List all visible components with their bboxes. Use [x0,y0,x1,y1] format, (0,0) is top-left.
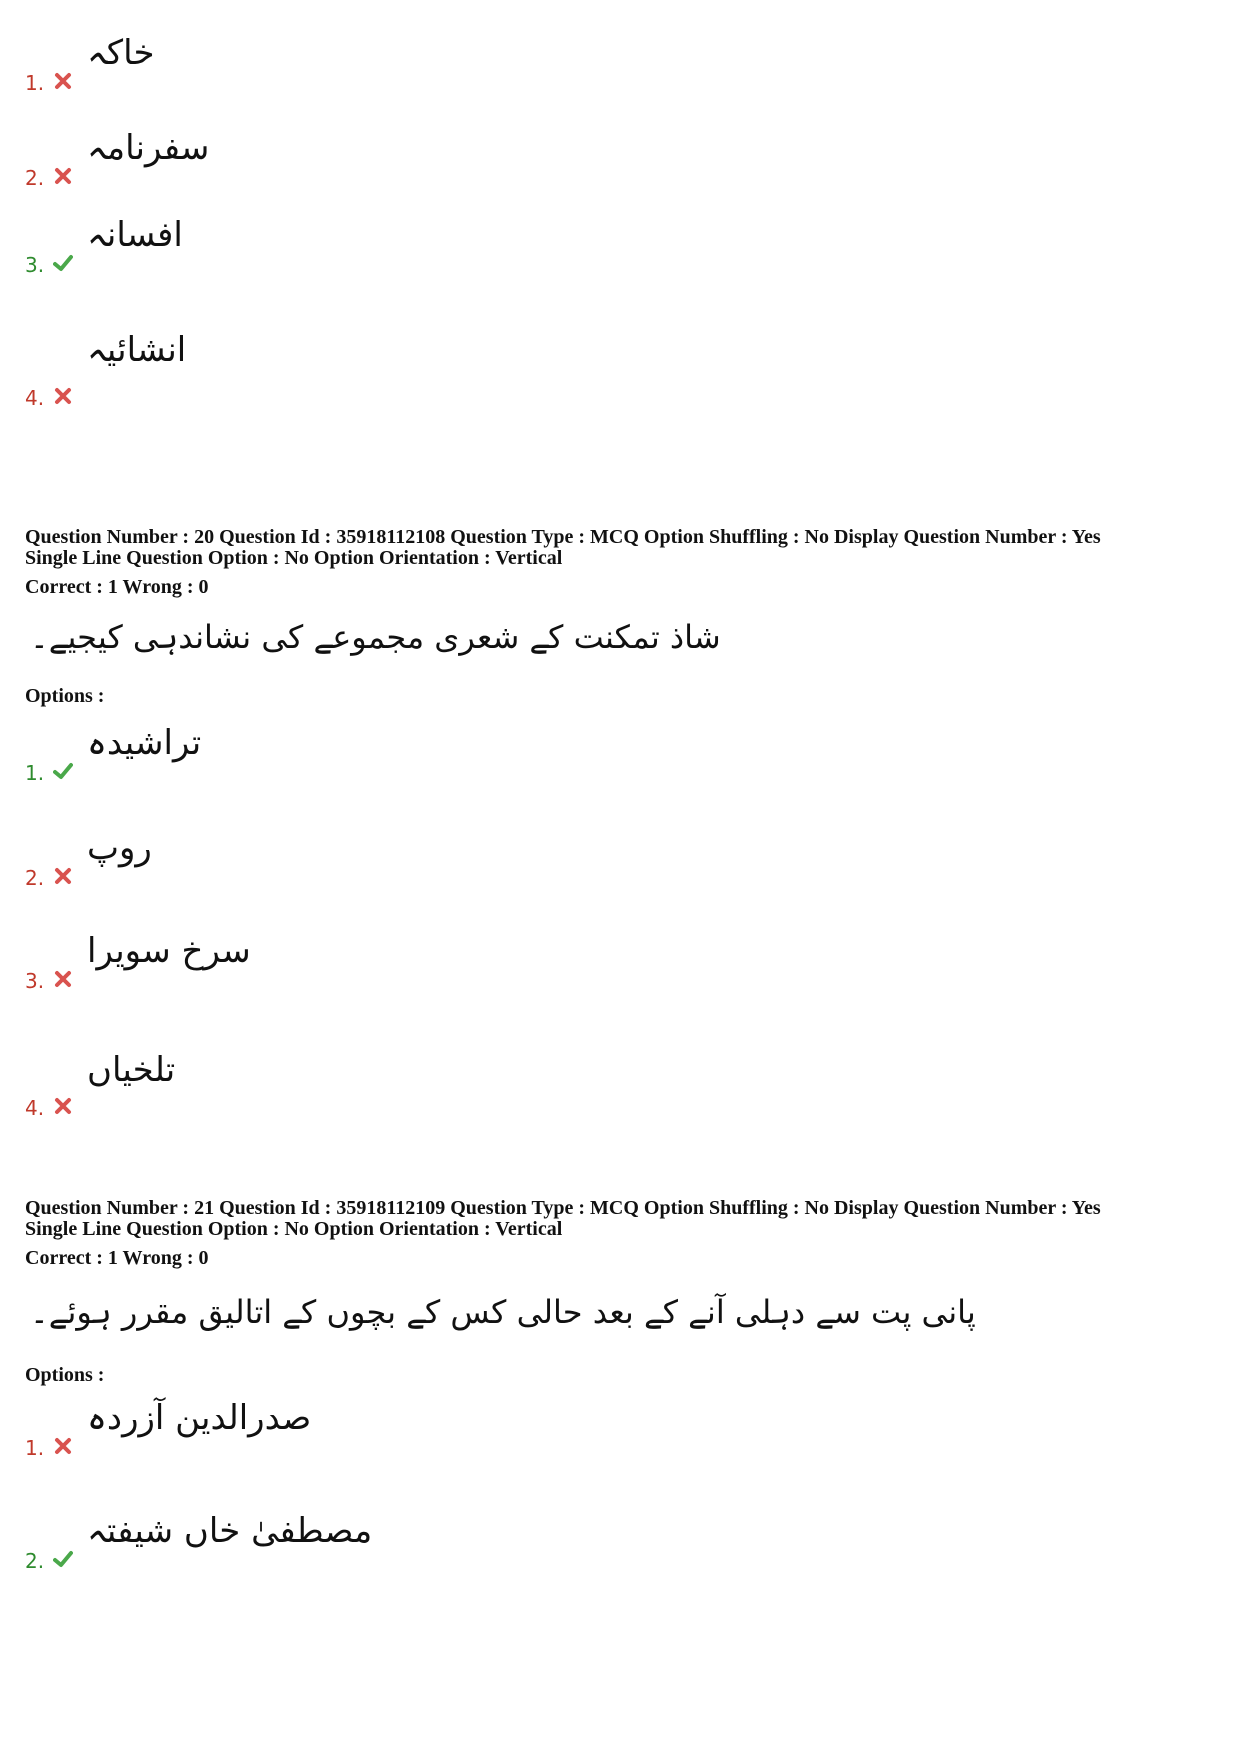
check-icon [53,761,73,781]
option-text: خاکہ [87,33,155,73]
option-number: 3. [25,253,45,277]
option-item [25,705,425,785]
score-line: Correct : 1 Wrong : 0 [25,1247,209,1269]
option-item [25,110,425,190]
option-item [25,197,425,277]
question-text: شاذ تمکنت کے شعری مجموعے کی نشاندہی کیجیے۔ [30,618,721,656]
option-text: سفرنامہ [87,128,210,168]
option-item [25,15,425,95]
option-number: 4. [25,386,45,410]
option-text: تراشیدہ [87,723,202,763]
cross-icon [53,71,73,91]
option-number: 4. [25,1096,45,1120]
question-meta-line-1: Question Number : 21 Question Id : 35918112109 Question Type : MCQ Option Shuffling : No Display Question Number : Yes [25,1197,1101,1219]
option-item [25,913,425,993]
option-item [25,330,425,410]
cross-icon [53,866,73,886]
cross-icon [53,166,73,186]
check-icon [53,1549,73,1569]
options-label: Options : [25,1364,105,1386]
question-text: پانی پت سے دہلی آنے کے بعد حالی کس کے بچوں کے اتالیق مقرر ہوئے۔ [30,1293,976,1331]
option-text: سرخ سویرا [87,931,251,971]
question-meta-line-2: Single Line Question Option : No Option Orientation : Vertical [25,547,563,569]
option-text: مصطفیٰ خاں شیفتہ [87,1511,373,1551]
option-item [25,810,425,890]
cross-icon [53,386,73,406]
options-label: Options : [25,685,105,707]
option-text: افسانہ [87,215,183,255]
option-item [25,1380,425,1460]
option-item [25,1040,425,1120]
cross-icon [53,1096,73,1116]
cross-icon [53,969,73,989]
option-number: 2. [25,1549,45,1573]
option-number: 2. [25,866,45,890]
option-number: 1. [25,761,45,785]
cross-icon [53,1436,73,1456]
option-number: 1. [25,71,45,95]
option-text: صدرالدین آزردہ [87,1398,312,1438]
option-number: 3. [25,969,45,993]
option-number: 1. [25,1436,45,1460]
check-icon [53,253,73,273]
question-meta-line-2: Single Line Question Option : No Option Orientation : Vertical [25,1218,563,1240]
option-number: 2. [25,166,45,190]
score-line: Correct : 1 Wrong : 0 [25,576,209,598]
option-text: روپ [87,828,152,868]
option-item [25,1493,425,1573]
option-text: تلخیاں [87,1050,176,1090]
question-meta-line-1: Question Number : 20 Question Id : 35918112108 Question Type : MCQ Option Shuffling : No Display Question Number : Yes [25,526,1101,548]
option-text: انشائیہ [87,330,187,370]
